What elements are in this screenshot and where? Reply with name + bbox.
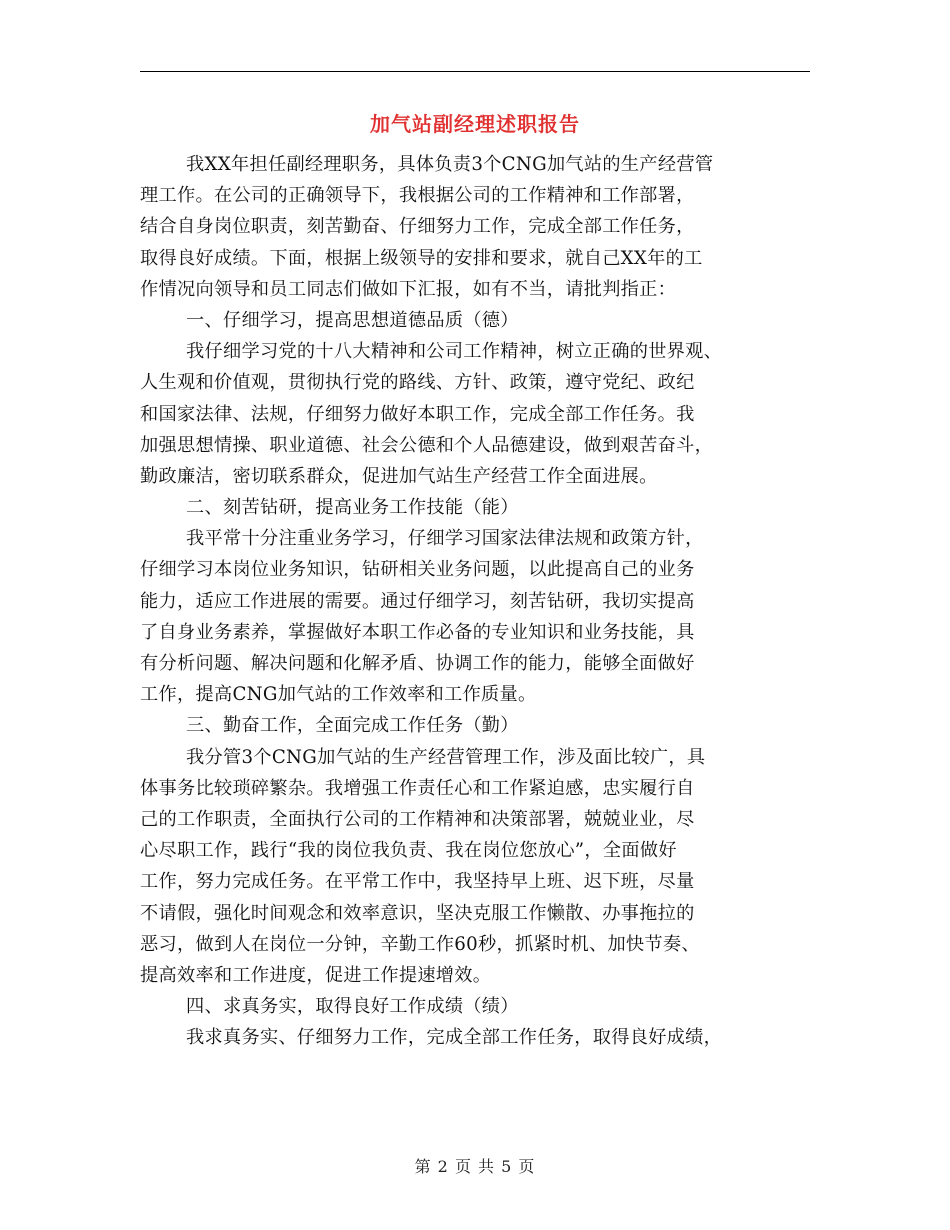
- paragraph-line: 有分析问题、解决问题和化解矛盾、协调工作的能力，能够全面做好: [140, 653, 695, 674]
- paragraph-line: 和国家法律、法规，仔细努力做好本职工作，完成全部工作任务。我: [140, 403, 695, 425]
- document-body: [140, 149, 812, 1053]
- section-heading: 四、求真务实，取得良好工作成绩（绩）: [186, 996, 519, 1018]
- paragraph-line: 理工作。在公司的正确领导下，我根据公司的工作精神和工作部署，: [140, 185, 695, 207]
- paragraph-line: 心尽职工作，践行“我的岗位我负责、我在岗位您放心”，全面做好: [140, 840, 677, 862]
- paragraph-line: 提高效率和工作进度，促进工作提速增效。: [140, 964, 492, 986]
- paragraph-line: 工作，努力完成任务。在平常工作中，我坚持早上班、迟下班，尽量: [140, 871, 695, 893]
- paragraph-line: 我仔细学习党的十八大精神和公司工作精神，树立正确的世界观、: [186, 341, 723, 363]
- paragraph-line: 能力，适应工作进展的需要。通过仔细学习，刻苦钻研，我切实提高: [140, 590, 695, 612]
- paragraph-line: 我XX年担任副经理职务，具体负责3个CNG加气站的生产经营管: [186, 154, 714, 175]
- paragraph-line: 勤政廉洁，密切联系群众，促进加气站生产经营工作全面进展。: [140, 465, 658, 487]
- section-heading: 三、勤奋工作，全面完成工作任务（勤）: [186, 715, 519, 737]
- section-heading: 二、刻苦钻研，提高业务工作技能（能）: [186, 497, 519, 519]
- paragraph-line: 不请假，强化时间观念和效率意识，坚决克服工作懒散、办事拖拉的: [140, 902, 695, 924]
- section-heading: 一、仔细学习，提高思想道德品质（德）: [186, 309, 519, 331]
- paragraph-line: 人生观和价值观，贯彻执行党的路线、方针、政策，遵守党纪、政纪: [140, 372, 695, 394]
- paragraph-line: 结合自身岗位职责，刻苦勤奋、仔细努力工作，完成全部工作任务，: [140, 216, 695, 238]
- page-footer: 第 2 页 共 5 页: [414, 1157, 536, 1176]
- paragraph-line: 我分管3个CNG加气站的生产经营管理工作，涉及面比较广，具: [186, 746, 706, 768]
- paragraph-line: 体事务比较琐碎繁杂。我增强工作责任心和工作紧迫感，忠实履行自: [140, 777, 695, 799]
- paragraph-line: 了自身业务素养，掌握做好本职工作必备的专业知识和业务技能，具: [140, 621, 695, 643]
- paragraph-line: 加强思想情操、职业道德、社会公德和个人品德建设，做到艰苦奋斗，: [140, 434, 714, 456]
- paragraph-line: 我求真务实、仔细努力工作，完成全部工作任务，取得良好成绩，: [186, 1027, 723, 1049]
- paragraph-line: 恶习，做到人在岗位一分钟，辛勤工作60秒，抓紧时机、加快节奏、: [140, 933, 700, 955]
- paragraph-line: 仔细学习本岗位业务知识，钻研相关业务问题，以此提高自己的业务: [140, 559, 695, 581]
- paragraph-line: 己的工作职责，全面执行公司的工作精神和决策部署，兢兢业业，尽: [140, 808, 695, 830]
- paragraph-line: 作情况向领导和员工同志们做如下汇报，如有不当，请批判指正：: [140, 278, 677, 300]
- document-title: 加气站副经理述职报告: [370, 112, 580, 136]
- paragraph-line: 工作，提高CNG加气站的工作效率和工作质量。: [140, 684, 537, 706]
- paragraph-line: 我平常十分注重业务学习，仔细学习国家法律法规和政策方针，: [186, 528, 704, 550]
- paragraph-line: 取得良好成绩。下面，根据上级领导的安排和要求，就自己XX年的工: [140, 247, 703, 269]
- header-rule: [140, 71, 810, 72]
